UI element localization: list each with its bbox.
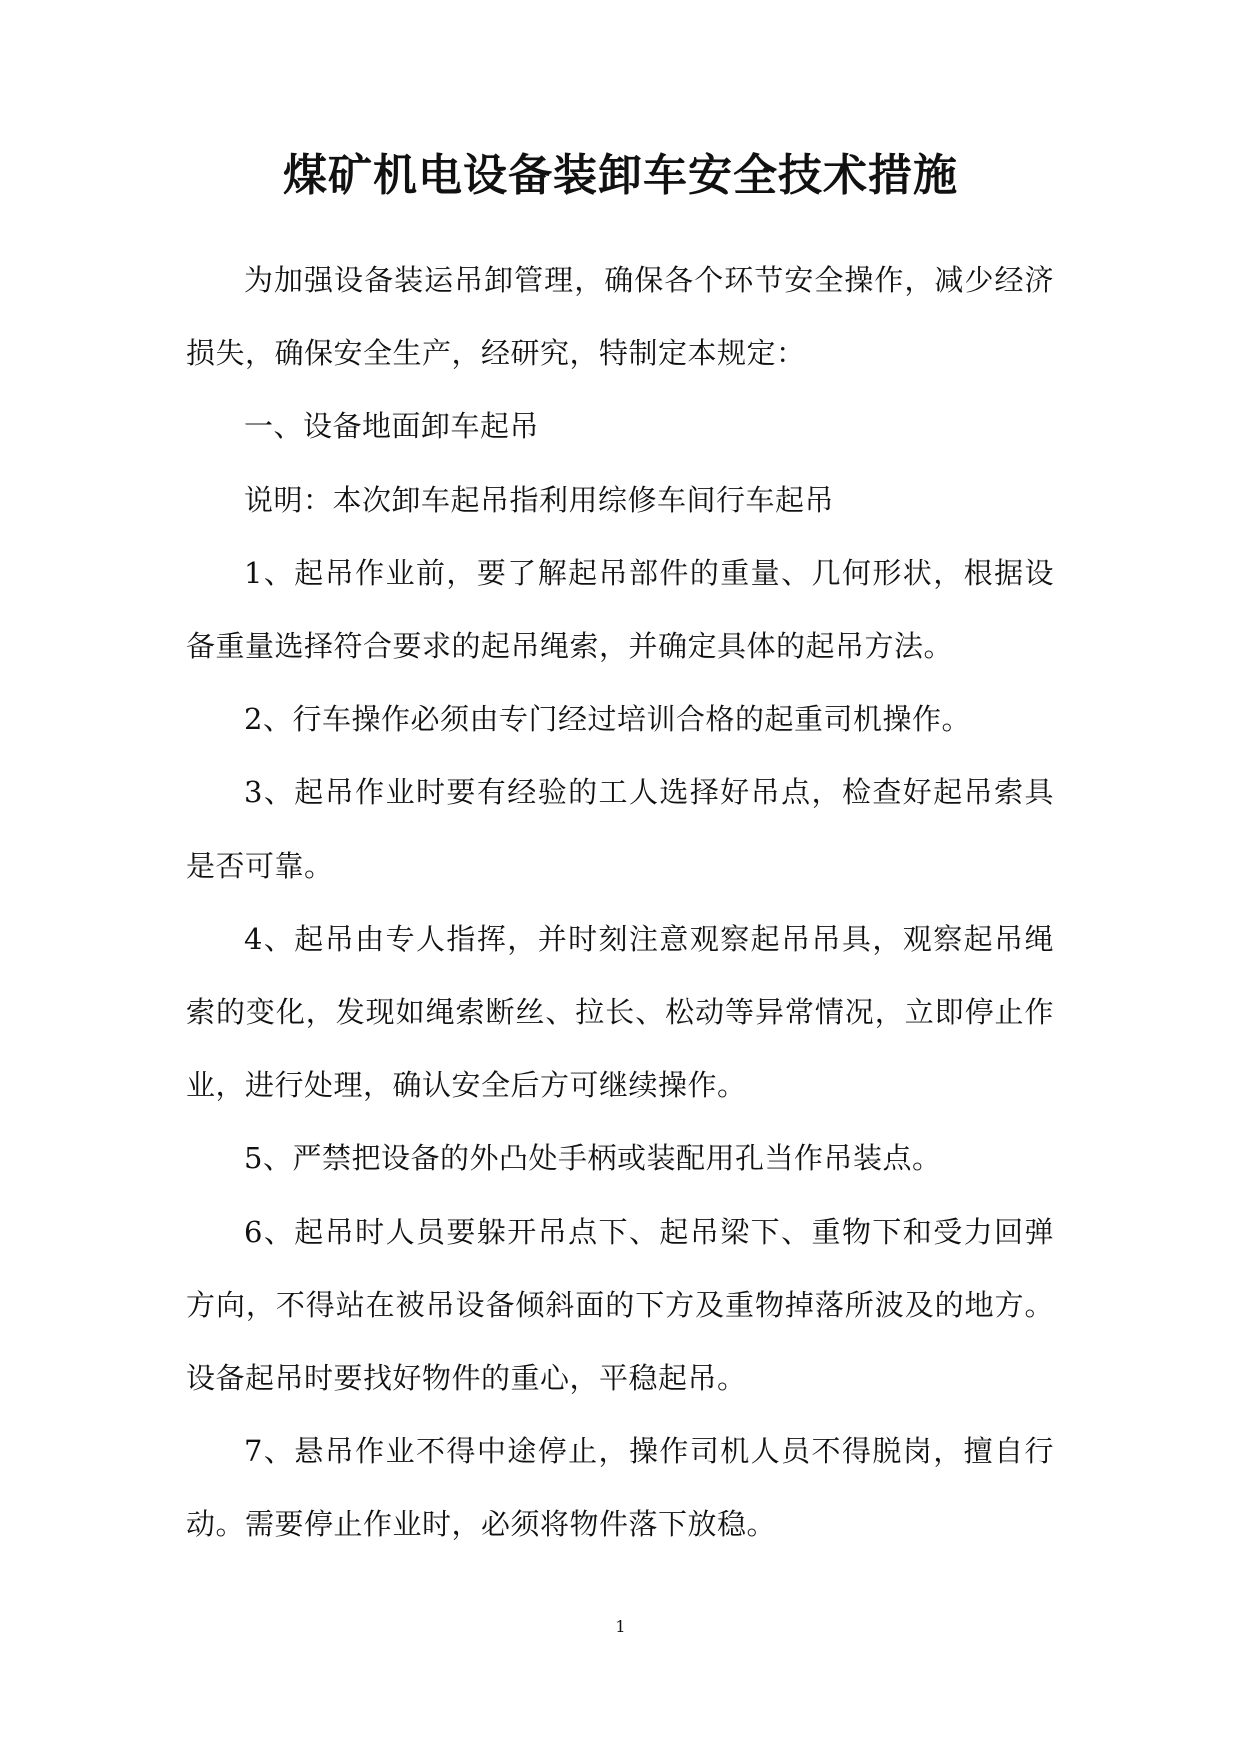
paragraph-item-5: 5、严禁把设备的外凸处手柄或装配用孔当作吊装点。: [244, 1141, 942, 1176]
paragraph-item-7: 7、悬吊作业不得中途停止，操作司机人员不得脱岗，擅自行动。需要停止作业时，必须将物件落下放稳。: [186, 1434, 1054, 1542]
paragraph-item-3: 3、起吊作业时要有经验的工人选择好吊点，检查好起吊索具是否可靠。: [186, 775, 1054, 883]
paragraph-item-4: 4、起吊由专人指挥，并时刻注意观察起吊吊具，观察起吊绳索的变化，发现如绳索断丝、拉长、松动等异常情况，立即停止作业，进行处理，确认安全后方可继续操作。: [186, 921, 1054, 1103]
document-body: [186, 244, 1054, 1562]
paragraph-item-1: 1、起吊作业前，要了解起吊部件的重量、几何形状，根据设备重量选择符合要求的起吊绳索，并确定具体的起吊方法。: [186, 555, 1054, 664]
section-heading: 一、设备地面卸车起吊: [244, 409, 540, 444]
paragraph-intro: 为加强设备装运吊卸管理，确保各个环节安全操作，减少经济损失，确保安全生产，经研究，特制定本规定：: [186, 263, 1054, 371]
page-number: 1: [615, 1617, 626, 1636]
document-title: 煤矿机电设备装卸车安全技术措施: [283, 150, 958, 201]
paragraph-note: 说明：本次卸车起吊指利用综修车间行车起吊: [244, 482, 835, 517]
paragraph-item-6: 6、起吊时人员要躲开吊点下、起吊梁下、重物下和受力回弹方向，不得站在被吊设备倾斜面的下方及重物掉落所波及的地方。设备起吊时要找好物件的重心，平稳起吊。: [186, 1214, 1054, 1396]
paragraph-item-2: 2、行车操作必须由专门经过培训合格的起重司机操作。: [244, 702, 971, 737]
